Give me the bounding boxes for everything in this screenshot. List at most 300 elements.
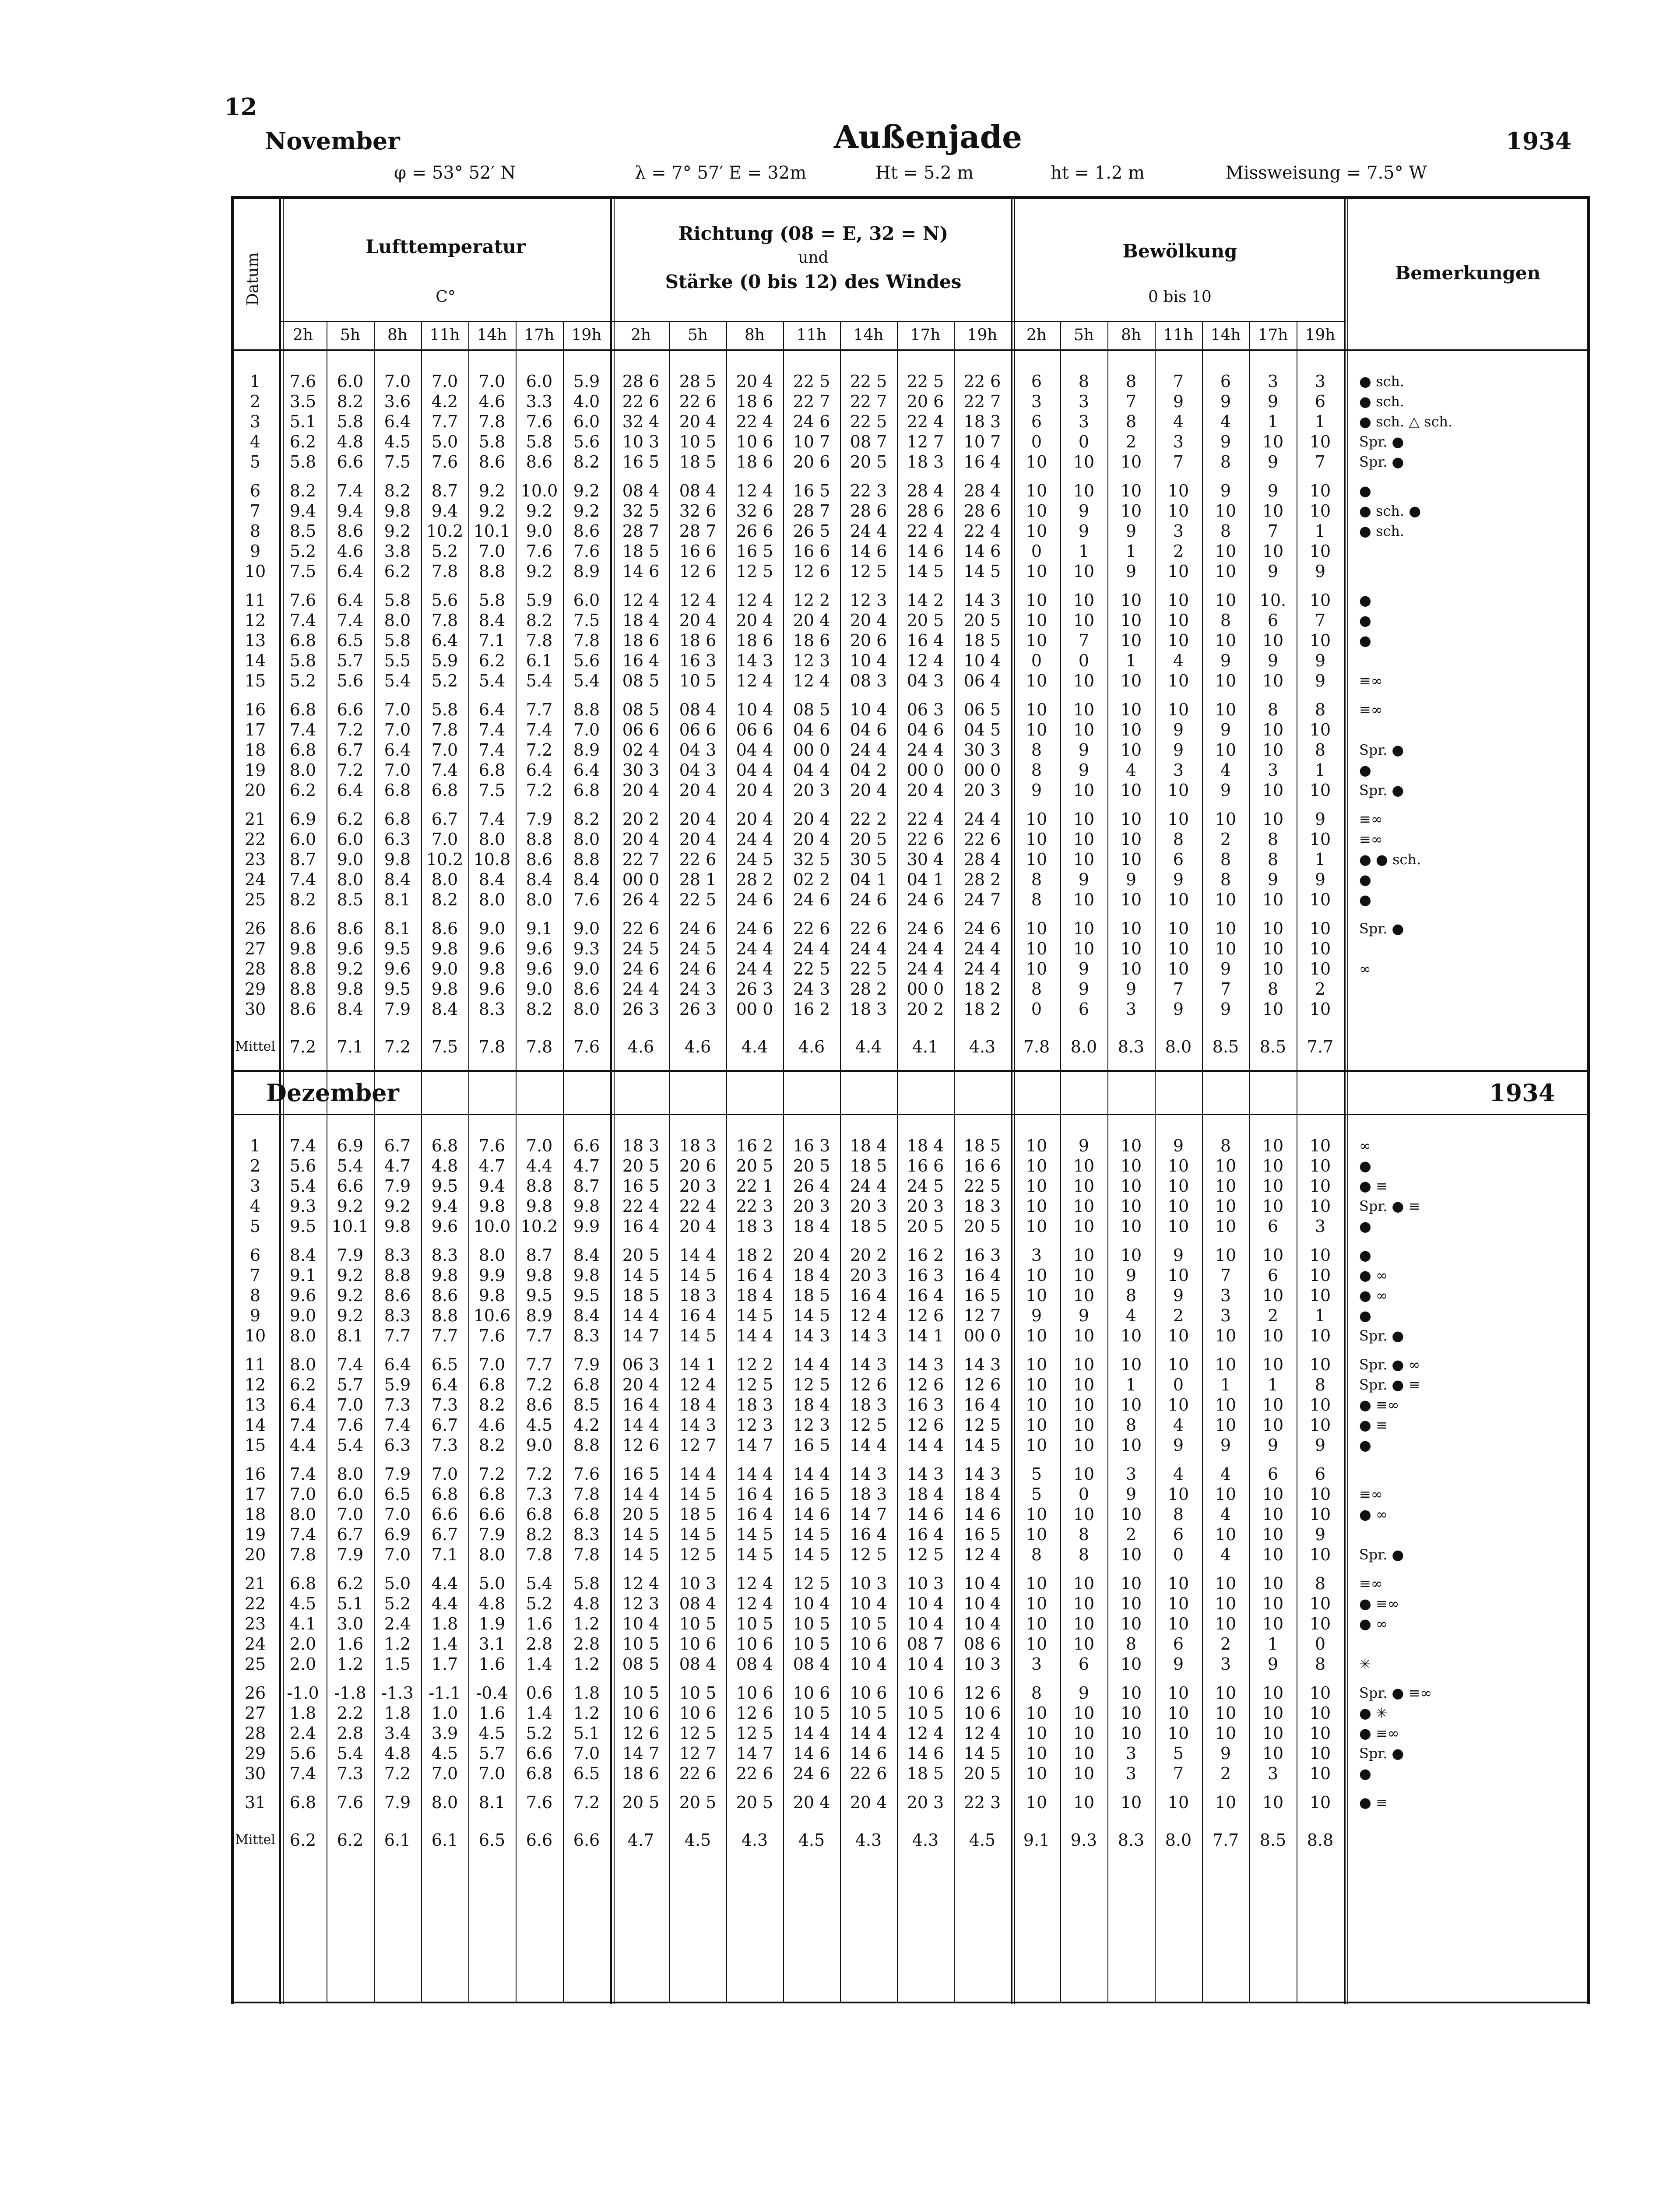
cloud-cell: 10 [1073, 1395, 1095, 1415]
temp-cell: 8.6 [337, 521, 364, 541]
cloud-cell: 10 [1073, 481, 1095, 500]
cloud-cell: 10 [1073, 1703, 1095, 1723]
cloud-cell: 10 [1167, 1355, 1189, 1374]
temp-cell: 8.8 [384, 1266, 411, 1285]
temp-cell: 6.4 [337, 781, 364, 800]
wind-cell: 14 4 [850, 1724, 887, 1743]
temp-cell: 6.9 [337, 1136, 364, 1155]
temp-cell: 9.0 [478, 919, 506, 938]
wind-cell: 10 6 [736, 432, 773, 451]
temp-cell: 8.5 [573, 1395, 600, 1415]
temp-cell: 5.1 [337, 1594, 364, 1613]
temp-cell: 5.0 [384, 1574, 411, 1593]
cloud-cell: 8 [1031, 760, 1042, 780]
temp-cell: 5.5 [384, 651, 411, 670]
temp-cell: 7.9 [526, 809, 553, 829]
cloud-cell: 9 [1078, 1683, 1090, 1703]
remark-cell: Spr. ● [1359, 920, 1404, 937]
temp-cell: 5.2 [289, 542, 316, 561]
cloud-cell: 10 [1309, 1594, 1331, 1613]
wind-cell: 18 2 [963, 979, 1001, 999]
cloud-cell: 10 [1073, 1634, 1095, 1654]
day-number: 25 [244, 1654, 266, 1674]
temp-cell: 8.8 [289, 979, 316, 999]
wind-cell: 14 4 [907, 1436, 944, 1455]
temp-cell: 9.6 [337, 939, 364, 958]
station-name: Außenjade [834, 118, 1022, 155]
day-number: 23 [244, 1614, 266, 1633]
wind-cell: 30 3 [622, 760, 660, 780]
temp-cell: 8.0 [478, 890, 506, 909]
temp-cell: 6.2 [384, 562, 411, 581]
temp-cell: 5.4 [526, 1574, 553, 1593]
cloud-cell: 10 [1073, 809, 1095, 829]
cloud-cell: 10 [1262, 959, 1284, 978]
temp-cell: 9.8 [526, 1266, 553, 1285]
wind-cell: 20 5 [736, 1793, 773, 1812]
wind-cell: 24 4 [850, 740, 887, 760]
cloud-cell: 8 [1031, 870, 1042, 889]
wind-cell: 24 4 [622, 979, 660, 999]
remark-cell: ● [1359, 1158, 1371, 1174]
temp-cell: 7.6 [526, 542, 553, 561]
wind-cell: 14 6 [907, 1744, 944, 1763]
day-number: 5 [250, 1217, 261, 1236]
cloud-cell: 10 [1167, 611, 1189, 630]
wind-cell: 20 5 [850, 452, 887, 472]
remark-cell: ● ∞ [1359, 1287, 1388, 1304]
day-number: 4 [250, 432, 261, 451]
remark-cell: ● ≡∞ [1359, 1725, 1399, 1742]
cloud-cell: 10 [1073, 720, 1095, 739]
temp-cell: 9.8 [384, 850, 411, 869]
temp-cell: 8.0 [289, 760, 316, 780]
cloud-cell: 9 [1125, 870, 1137, 889]
wind-hour-11h: 11h [796, 326, 827, 344]
day-number: 19 [244, 760, 266, 780]
wind-cell: 22 6 [622, 392, 660, 411]
cloud-cell: 6 [1173, 1525, 1184, 1544]
temp-cell: 7.2 [526, 781, 553, 800]
wind-cell: 14 6 [963, 1505, 1001, 1524]
wind-cell: 14 5 [907, 562, 944, 581]
temp-cell: 7.0 [478, 542, 506, 561]
wind-cell: 10 4 [850, 1594, 887, 1613]
cloud-cell: 10 [1262, 1176, 1284, 1196]
wind-cell: 14 3 [907, 1464, 944, 1484]
wind-cell: 18 5 [963, 631, 1001, 650]
month-title-dezember: Dezember [266, 1079, 399, 1107]
cloud-cell: 1 [1125, 651, 1137, 670]
temp-header: Lufttemperatur [366, 236, 526, 257]
wind-cell: 18 5 [907, 1764, 944, 1783]
wind-header-2: und [798, 249, 829, 267]
wind-cell: 28 2 [963, 870, 1001, 889]
wind-cell: 12 6 [622, 1436, 660, 1455]
wind-cell: 14 3 [963, 1464, 1001, 1484]
wind-cell: 24 4 [907, 740, 944, 760]
temp-cell: 5.6 [289, 1156, 316, 1175]
temp-cell: 9.2 [384, 1197, 411, 1216]
remark-cell: ● ≡∞ [1359, 1595, 1399, 1612]
wind-cell: 18 3 [736, 1395, 773, 1415]
wind-cell: 16 4 [679, 1306, 717, 1325]
temp-cell: 6.8 [289, 740, 316, 760]
temp-hour-17h: 17h [524, 326, 555, 344]
cloud-cell: 10 [1073, 1436, 1095, 1455]
data-table [231, 196, 1590, 2004]
cloud-cell: 3 [1173, 760, 1184, 780]
cloud-cell: 10 [1262, 939, 1284, 958]
wind-cell: 10 3 [679, 1574, 717, 1593]
temp-cell: 2.8 [573, 1634, 600, 1654]
wind-cell: 22 4 [907, 809, 944, 829]
temp-cell: 7.0 [289, 1485, 316, 1504]
year-label: 1934 [1506, 127, 1572, 155]
cloud-cell: 7 [1220, 979, 1231, 999]
temp-cell: 1.2 [573, 1654, 600, 1674]
wind-cell: 16 6 [793, 542, 830, 561]
cloud-cell: 3 [1031, 392, 1042, 411]
remark-cell: Spr. ● ≡∞ [1359, 1685, 1432, 1701]
day-number: 23 [244, 850, 266, 869]
day-number: 28 [244, 959, 266, 978]
wind-cell: 22 5 [963, 1176, 1001, 1196]
cloud-cell: 10 [1167, 481, 1189, 500]
day-number: 21 [244, 1574, 266, 1593]
remark-cell: ● ● sch. [1359, 851, 1421, 868]
temp-cell: 6.0 [289, 830, 316, 849]
cloud-cell: 10 [1073, 850, 1095, 869]
wind-cell: 14 3 [963, 1355, 1001, 1374]
temp-cell: 9.6 [526, 939, 553, 958]
temp-cell: 8.2 [289, 890, 316, 909]
wind-cell: 10 4 [907, 1654, 944, 1674]
cloud-cell: 10 [1167, 631, 1189, 650]
cloud-cell: 0 [1078, 651, 1090, 670]
cloud-cell: 0 [1078, 1485, 1090, 1504]
wind-cell: 04 2 [850, 760, 887, 780]
cloud-cell: 10 [1073, 452, 1095, 472]
temp-hour-5h: 5h [340, 326, 361, 344]
temp-cell: 6.4 [384, 412, 411, 431]
temp-cell: 4.0 [573, 392, 600, 411]
cloud-cell: 8 [1173, 1505, 1184, 1524]
temp-cell: 9.2 [337, 959, 364, 978]
cloud-cell: 10 [1167, 890, 1189, 909]
temp-cell: 8.0 [289, 1505, 316, 1524]
wind-cell: 18 5 [850, 1156, 887, 1175]
temp-cell: 8.0 [573, 830, 600, 849]
temp-cell: 6.8 [478, 760, 506, 780]
wind-cell: 08 4 [622, 481, 660, 500]
cloud-cell: 10 [1262, 1246, 1284, 1265]
cloud-cell: 4 [1173, 1415, 1184, 1435]
wind-cell: 12 5 [679, 1545, 717, 1564]
cloud-cell: 10 [1026, 830, 1047, 849]
temp-cell: 6.8 [573, 781, 600, 800]
cloud-cell: 10 [1215, 1683, 1237, 1703]
mean-wind-cell: 4.3 [969, 1037, 996, 1056]
cloud-cell: 10 [1309, 1545, 1331, 1564]
wind-hour-5h: 5h [687, 326, 708, 344]
wind-cell: 12 4 [679, 591, 717, 610]
cloud-cell: 8 [1125, 1286, 1137, 1305]
wind-cell: 12 2 [736, 1355, 773, 1374]
cloud-cell: 10 [1073, 1505, 1095, 1524]
wind-cell: 24 4 [907, 959, 944, 978]
mean-temp-cell: 7.6 [573, 1037, 600, 1056]
wind-cell: 20 4 [679, 809, 717, 829]
wind-cell: 22 5 [850, 372, 887, 391]
cloud-cell: 10 [1026, 1355, 1047, 1374]
mean-temp-cell: 7.2 [384, 1037, 411, 1056]
cloud-cell: 9 [1267, 481, 1279, 500]
remark-cell: ● sch. [1359, 393, 1405, 410]
wind-cell: 18 4 [907, 1136, 944, 1155]
wind-cell: 12 5 [679, 1724, 717, 1743]
wind-cell: 26 4 [622, 890, 660, 909]
cloud-cell: 8 [1125, 1634, 1137, 1654]
temp-cell: 7.6 [478, 1326, 506, 1345]
remark-cell: ≡∞ [1359, 811, 1383, 827]
wind-cell: 16 5 [622, 452, 660, 472]
wind-cell: 22 4 [963, 521, 1001, 541]
temp-cell: 9.0 [526, 521, 553, 541]
temp-cell: 7.2 [337, 720, 364, 739]
temp-cell: 5.4 [526, 671, 553, 690]
day-number: 22 [244, 1594, 266, 1613]
cloud-cell: 9 [1314, 562, 1326, 581]
cloud-hour-2h: 2h [1026, 326, 1047, 344]
temp-cell: 7.0 [431, 830, 458, 849]
wind-cell: 18 4 [963, 1485, 1001, 1504]
remark-cell: ● [1359, 612, 1371, 629]
temp-cell: 6.5 [573, 1764, 600, 1783]
remark-cell: Spr. ● ≡ [1359, 1198, 1420, 1214]
wind-cell: 10 4 [963, 1614, 1001, 1633]
remark-cell: ● ≡ [1359, 1178, 1388, 1194]
cloud-cell: 10 [1073, 1375, 1095, 1394]
wind-cell: 06 5 [963, 700, 1001, 719]
cloud-cell: 6 [1031, 372, 1042, 391]
day-number: 15 [244, 671, 266, 690]
temp-cell: -1.1 [429, 1683, 461, 1703]
temp-cell: 5.6 [573, 432, 600, 451]
cloud-cell: 3 [1314, 372, 1326, 391]
temp-cell: 5.4 [337, 1156, 364, 1175]
temp-hour-2h: 2h [292, 326, 313, 344]
wind-cell: 22 5 [850, 412, 887, 431]
wind-cell: 20 3 [850, 1197, 887, 1216]
cloud-cell: 10 [1309, 1415, 1331, 1435]
mean-temp-cell: 7.2 [289, 1037, 316, 1056]
cloud-cell: 10 [1120, 1654, 1142, 1674]
cloud-header: Bewölkung [1122, 240, 1237, 262]
cloud-cell: 10 [1026, 1436, 1047, 1455]
cloud-cell: 3 [1220, 1286, 1231, 1305]
wind-cell: 16 4 [907, 631, 944, 650]
day-number: 6 [250, 1246, 261, 1265]
cloud-cell: 1 [1078, 542, 1090, 561]
wind-cell: 16 3 [907, 1395, 944, 1415]
day-number: 11 [244, 1355, 266, 1374]
wind-cell: 18 5 [679, 1505, 717, 1524]
temp-cell: 7.6 [289, 372, 316, 391]
cloud-cell: 10 [1167, 919, 1189, 938]
cloud-cell: 10 [1026, 562, 1047, 581]
temp-cell: 8.0 [337, 870, 364, 889]
cloud-cell: 10 [1215, 1246, 1237, 1265]
wind-cell: 08 4 [679, 1594, 717, 1613]
temp-cell: 9.2 [526, 562, 553, 581]
temp-cell: 7.0 [526, 1136, 553, 1155]
wind-cell: 12 4 [963, 1724, 1001, 1743]
cloud-cell: 10 [1026, 1505, 1047, 1524]
cloud-cell: 10 [1167, 1395, 1189, 1415]
wind-cell: 20 4 [622, 781, 660, 800]
cloud-cell: 10 [1215, 1574, 1237, 1593]
temp-cell: 6.8 [289, 631, 316, 650]
cloud-cell: 10 [1026, 1525, 1047, 1544]
temp-cell: 8.6 [289, 999, 316, 1019]
temp-cell: 7.4 [289, 611, 316, 630]
day-number: 1 [250, 372, 261, 391]
temp-cell: 9.2 [478, 501, 506, 521]
temp-cell: 8.6 [573, 521, 600, 541]
page-number: 12 [224, 93, 257, 121]
temp-cell: 9.4 [478, 1176, 506, 1196]
cloud-cell: 10 [1120, 1197, 1142, 1216]
wind-cell: 10 6 [850, 1683, 887, 1703]
cloud-cell: 10 [1262, 1197, 1284, 1216]
cloud-cell: 10 [1309, 1485, 1331, 1504]
cloud-cell: 6 [1078, 999, 1090, 1019]
temp-cell: 5.2 [431, 671, 458, 690]
wind-cell: 14 5 [736, 1545, 773, 1564]
cloud-cell: 10 [1262, 1156, 1284, 1175]
cloud-cell: 10 [1167, 1217, 1189, 1236]
wind-cell: 14 3 [850, 1464, 887, 1484]
cloud-cell: 10 [1073, 830, 1095, 849]
wind-cell: 24 6 [679, 919, 717, 938]
day-number: 7 [250, 1266, 261, 1285]
temp-cell: 7.8 [431, 562, 458, 581]
temp-cell: 9.8 [384, 1217, 411, 1236]
cloud-cell: 10 [1262, 1574, 1284, 1593]
wind-cell: 12 6 [736, 1703, 773, 1723]
wind-cell: 20 6 [679, 1156, 717, 1175]
wind-cell: 22 4 [907, 412, 944, 431]
wind-cell: 16 5 [622, 1464, 660, 1484]
wind-cell: 22 6 [963, 372, 1001, 391]
cloud-cell: 10 [1073, 1764, 1095, 1783]
wind-cell: 14 6 [907, 1505, 944, 1524]
wind-cell: 08 4 [679, 481, 717, 500]
wind-cell: 10 6 [793, 1683, 830, 1703]
wind-cell: 24 4 [793, 939, 830, 958]
cloud-cell: 9 [1125, 979, 1137, 999]
cloud-cell: 10 [1167, 809, 1189, 829]
wind-cell: 20 5 [679, 1793, 717, 1812]
wind-cell: 12 3 [736, 1415, 773, 1435]
wind-cell: 04 6 [850, 720, 887, 739]
cloud-cell: 9 [1078, 1136, 1090, 1155]
temp-cell: 9.2 [573, 501, 600, 521]
cloud-cell: 10 [1262, 631, 1284, 650]
temp-cell: 1.6 [478, 1654, 506, 1674]
station-height: Ht = 5.2 m [875, 163, 974, 183]
temp-cell: 4.8 [431, 1156, 458, 1175]
cloud-cell: 10 [1026, 1395, 1047, 1415]
temp-cell: 7.6 [526, 1793, 553, 1812]
cloud-cell: 10 [1073, 1614, 1095, 1633]
wind-cell: 08 7 [907, 1634, 944, 1654]
temp-cell: 9.4 [337, 501, 364, 521]
wind-cell: 22 6 [850, 1764, 887, 1783]
temp-cell: 9.6 [431, 1217, 458, 1236]
wind-cell: 12 6 [907, 1375, 944, 1394]
cloud-cell: 10 [1073, 1266, 1095, 1285]
wind-cell: 28 7 [622, 521, 660, 541]
temp-cell: 2.4 [384, 1614, 411, 1633]
temp-cell: 7.0 [573, 1744, 600, 1763]
cloud-cell: 10 [1215, 542, 1237, 561]
datum-header: Datum [244, 252, 262, 306]
cloud-cell: 10 [1309, 1197, 1331, 1216]
temp-cell: 4.4 [431, 1574, 458, 1593]
wind-cell: 20 2 [622, 809, 660, 829]
wind-cell: 12 3 [622, 1594, 660, 1613]
temp-cell: 5.8 [478, 591, 506, 610]
wind-cell: 14 5 [963, 1744, 1001, 1763]
cloud-cell: 10 [1309, 999, 1331, 1019]
temp-cell: 7.2 [526, 1464, 553, 1484]
temp-cell: 6.3 [384, 830, 411, 849]
temp-cell: 5.6 [337, 671, 364, 690]
cloud-cell: 10 [1120, 1594, 1142, 1613]
cloud-cell: 9 [1078, 1306, 1090, 1325]
cloud-cell: 0 [1314, 1634, 1326, 1654]
temp-cell: 8.2 [526, 611, 553, 630]
wind-cell: 04 4 [793, 760, 830, 780]
wind-cell: 24 6 [679, 959, 717, 978]
cloud-cell: 0 [1173, 1375, 1184, 1394]
wind-cell: 24 6 [793, 890, 830, 909]
cloud-cell: 10 [1262, 1415, 1284, 1435]
wind-cell: 26 3 [736, 979, 773, 999]
day-number: 20 [244, 1545, 266, 1564]
cloud-cell: 10 [1026, 1176, 1047, 1196]
cloud-cell: 10 [1167, 501, 1189, 521]
cloud-cell: 2 [1314, 979, 1326, 999]
cloud-cell: 9 [1314, 870, 1326, 889]
temp-cell: 7.2 [573, 1793, 600, 1812]
temp-cell: 5.9 [384, 1375, 411, 1394]
cloud-cell: 10 [1215, 1217, 1237, 1236]
cloud-cell: 10 [1262, 1286, 1284, 1305]
day-number: 24 [244, 1634, 266, 1654]
temp-cell: 9.8 [526, 1197, 553, 1216]
temp-cell: 6.8 [289, 1793, 316, 1812]
cloud-cell: 10 [1309, 1744, 1331, 1763]
cloud-cell: 9 [1220, 720, 1231, 739]
wind-cell: 22 5 [793, 959, 830, 978]
wind-cell: 22 6 [679, 850, 717, 869]
wind-cell: 16 6 [963, 1156, 1001, 1175]
cloud-cell: 10 [1167, 1793, 1189, 1812]
wind-cell: 20 4 [736, 781, 773, 800]
